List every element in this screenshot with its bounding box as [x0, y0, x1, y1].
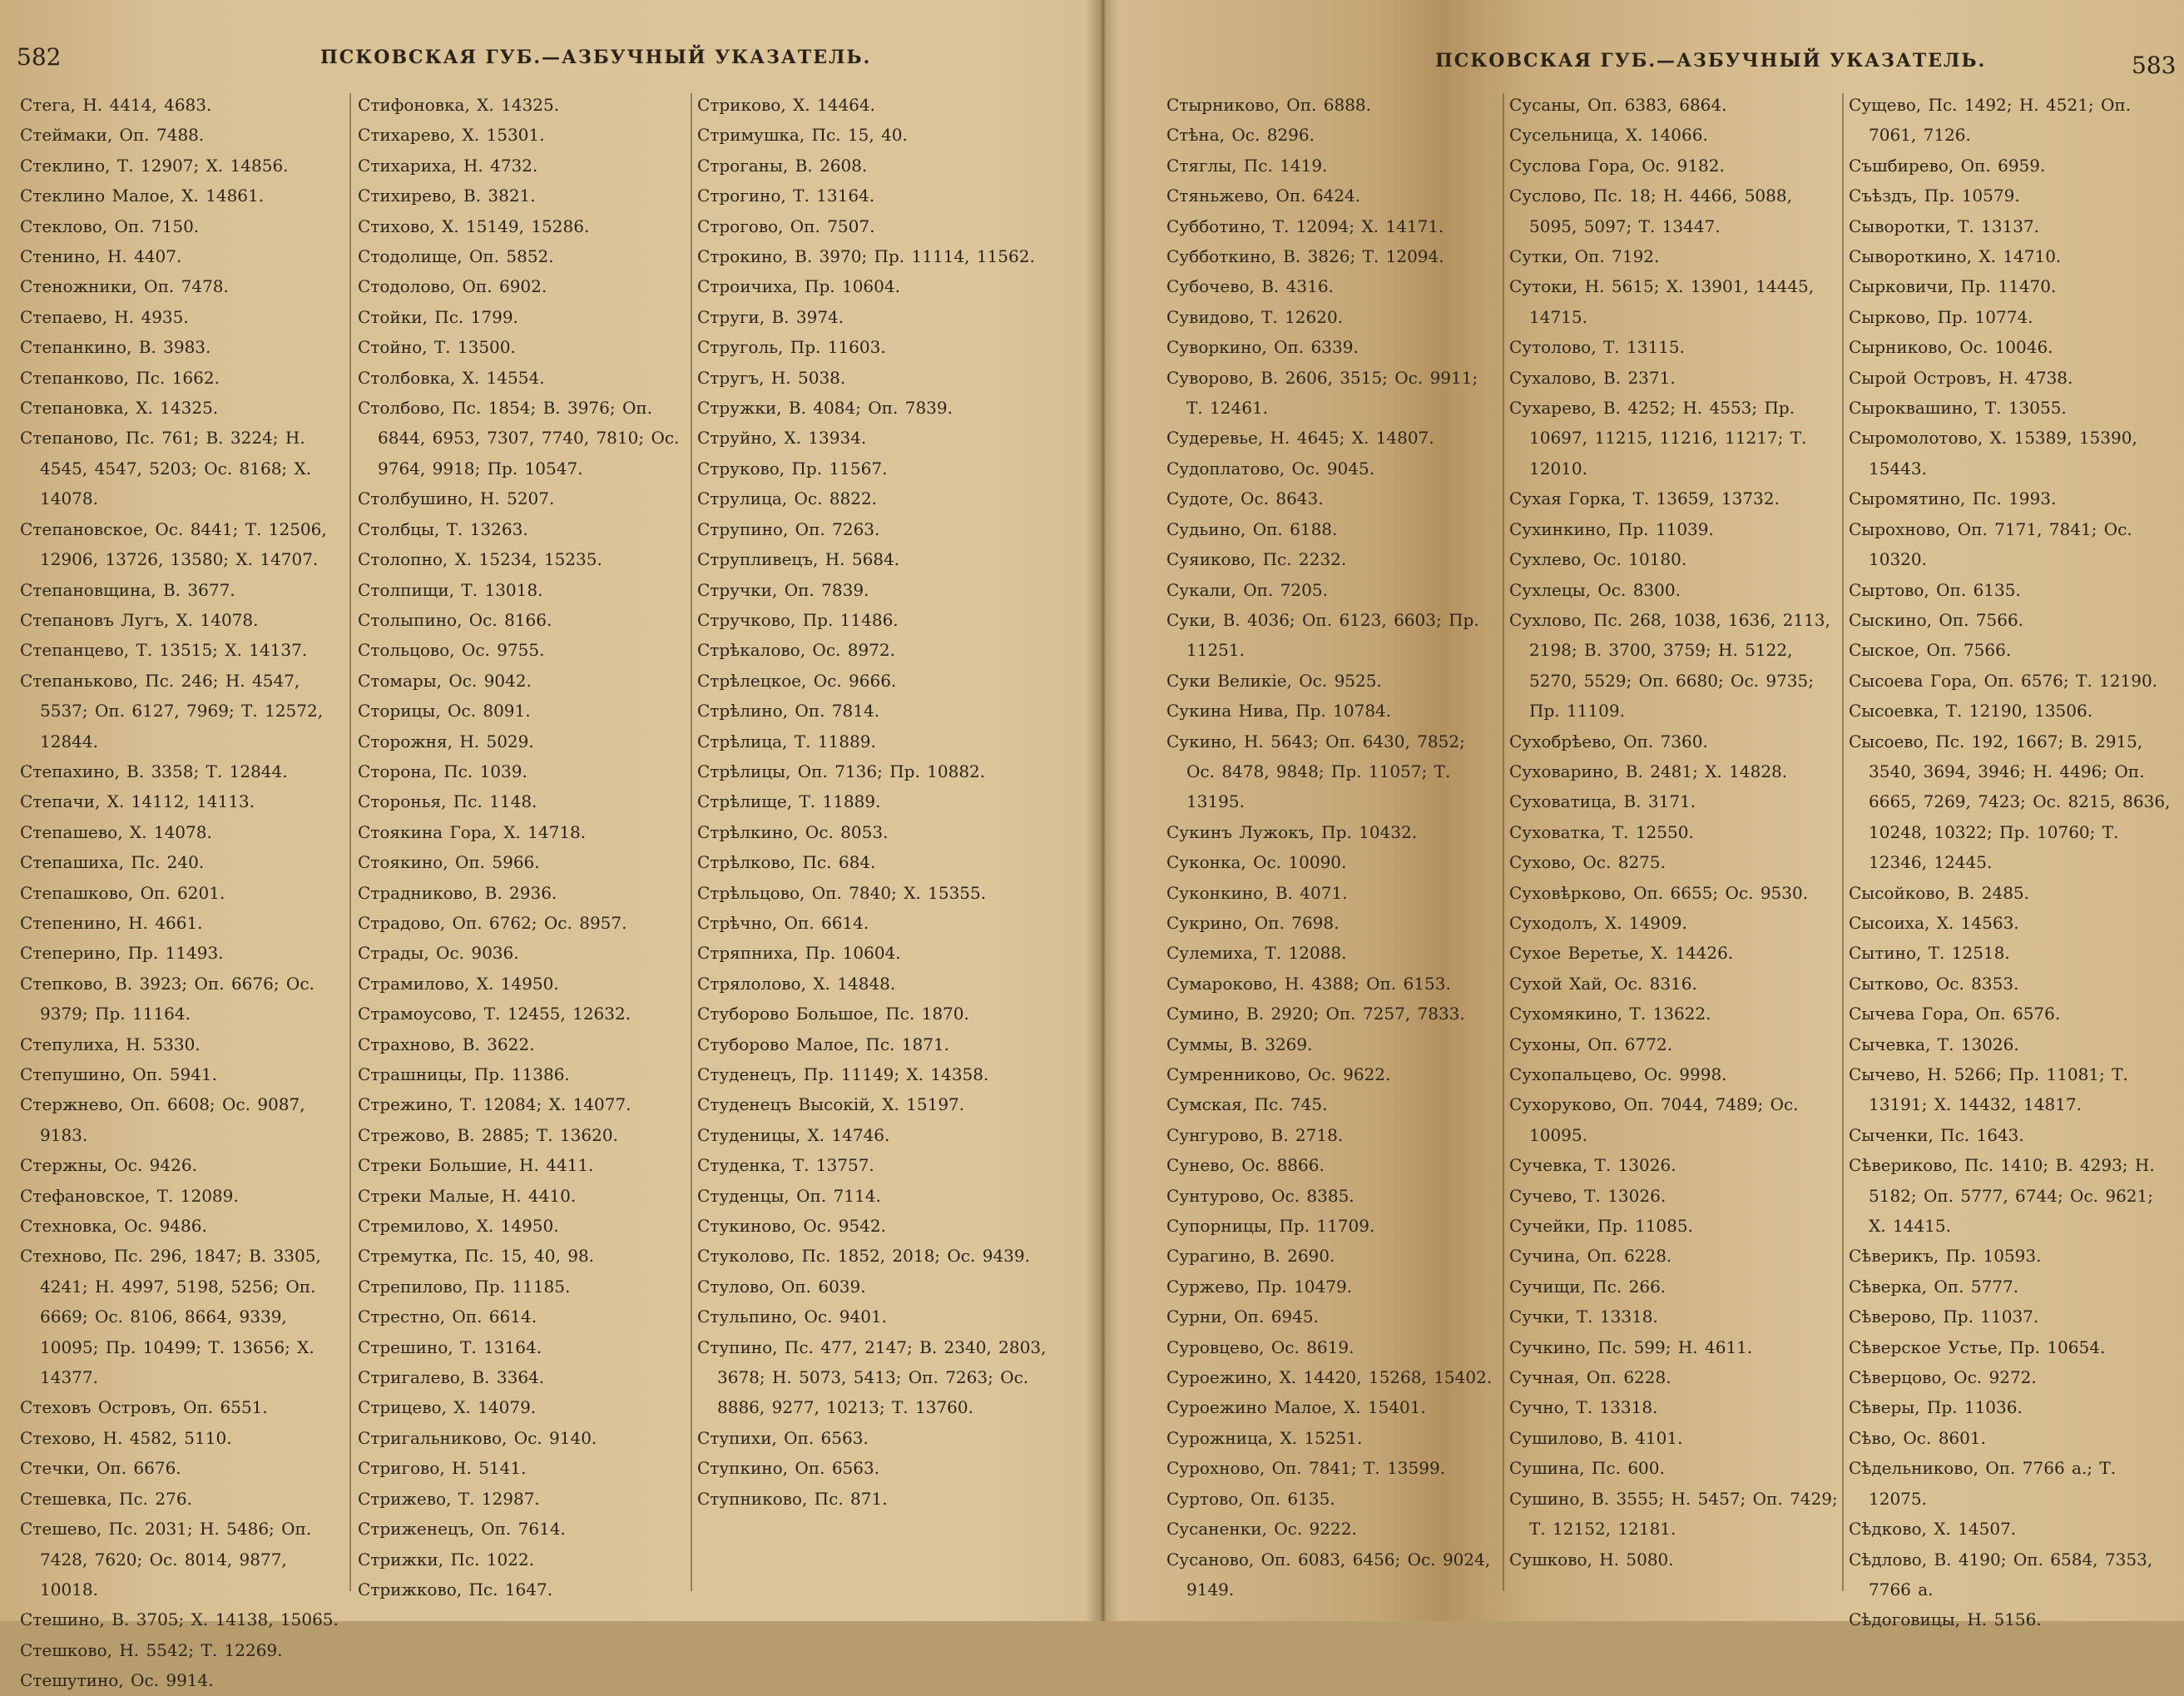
right-page [1107, 0, 2184, 1630]
index-entry: Стремутка, Пс. 15, 40, 98. [358, 1246, 595, 1267]
index-entry: Стодолово, Оп. 6902. [358, 276, 547, 297]
index-entry: Степашково, Оп. 6201. [20, 882, 225, 903]
index-entry: Стремилово, Х. 14950. [358, 1216, 559, 1237]
index-entry: Сушково, Н. 5080. [1509, 1549, 1674, 1570]
index-entry: Судеревье, Н. 4645; Х. 14807. [1166, 428, 1434, 449]
index-entry: Сутки, Оп. 7192. [1509, 246, 1660, 267]
index-entry: Съшбирево, Оп. 6959. [1849, 155, 2046, 176]
index-entry: Сѣверово, Пр. 11037. [1849, 1307, 2039, 1327]
index-entry: Сысоево, Пс. 192, 1667; В. 2915, 3540, 3694, 3946; Н. 4496; Оп. 6665, 7269, 7423; Ос. 8215, 8636, 10248, 10322; Пр. 10760; Т. 12346, 12445. [1849, 731, 2171, 873]
index-entry: Суровцево, Ос. 8619. [1166, 1336, 1354, 1357]
page-number: 582 [17, 43, 62, 71]
index-entry: Супорницы, Пр. 11709. [1166, 1216, 1375, 1237]
index-entry: Студеницы, Х. 14746. [697, 1124, 890, 1145]
index-entry: Стуколово, Пс. 1852, 2018; Ос. 9439. [697, 1246, 1030, 1267]
index-entry: Суки, В. 4036; Оп. 6123, 6603; Пр. 11251. [1166, 609, 1479, 661]
index-entry: Степахино, В. 3358; Т. 12844. [20, 761, 288, 781]
index-entry: Стифоновка, Х. 14325. [358, 95, 560, 115]
index-entry: Сунтурово, Ос. 8385. [1166, 1185, 1354, 1206]
index-entry: Стряпниха, Пр. 10604. [697, 943, 901, 964]
index-entry: Стружки, В. 4084; Оп. 7839. [697, 398, 953, 419]
index-entry: Суворкино, Оп. 6339. [1166, 337, 1359, 358]
index-entry: Сухопальцево, Ос. 9998. [1509, 1064, 1727, 1084]
index-entry: Сыртово, Оп. 6135. [1849, 579, 2021, 600]
index-entry: Стреки Большие, Н. 4411. [358, 1155, 594, 1176]
index-entry: Сучевка, Т. 13026. [1509, 1155, 1676, 1176]
column-rule [349, 93, 351, 1591]
index-entry: Сычевка, Т. 13026. [1849, 1034, 2019, 1054]
index-entry: Сывороткино, Х. 14710. [1849, 246, 2062, 267]
index-entry: Стрѣкалово, Ос. 8972. [697, 640, 895, 661]
index-entry: Суховарино, В. 2481; Х. 14828. [1509, 761, 1788, 781]
index-entry: Стольцово, Ос. 9755. [358, 640, 545, 661]
index-entry: Сѣверка, Оп. 5777. [1849, 1276, 2019, 1297]
index-entry: Степаево, Н. 4935. [20, 306, 189, 327]
index-entry: Сухоруково, Оп. 7044, 7489; Ос. 10095. [1509, 1094, 1799, 1145]
index-entry: Сысойково, В. 2485. [1849, 882, 2030, 903]
index-entry: Стрѣлецкое, Ос. 9666. [697, 670, 897, 691]
index-entry: Сучина, Оп. 6228. [1509, 1246, 1672, 1267]
index-entry: Суконка, Ос. 10090. [1166, 852, 1347, 873]
index-entry: Судоплатово, Ос. 9045. [1166, 458, 1375, 479]
index-entry: Стешево, Пс. 2031; Н. 5486; Оп. 7428, 7620; Ос. 8014, 9877, 10018. [20, 1519, 312, 1599]
index-entry: Строкино, В. 3970; Пр. 11114, 11562. [697, 246, 1035, 267]
index-entry: Стрѣлино, Оп. 7814. [697, 701, 880, 722]
column-rule [691, 93, 692, 1591]
index-entry: Струйно, Х. 13934. [697, 428, 867, 449]
index-entry: Суховатица, В. 3171. [1509, 791, 1696, 812]
index-entry: Сумино, В. 2920; Оп. 7257, 7833. [1166, 1004, 1465, 1024]
index-entry: Столбцы, Т. 13263. [358, 518, 528, 539]
index-entry: Сѣверы, Пр. 11036. [1849, 1397, 2023, 1418]
index-entry: Сысоева Гора, Оп. 6576; Т. 12190. [1849, 670, 2158, 691]
index-entry: Сыское, Оп. 7566. [1849, 640, 2012, 661]
index-entry: Сумренниково, Ос. 9622. [1166, 1064, 1391, 1084]
index-entry: Сумская, Пс. 745. [1166, 1094, 1328, 1115]
page-number: 583 [2132, 52, 2177, 79]
index-entry: Стручки, Оп. 7839. [697, 579, 869, 600]
index-entry: Стяглы, Пс. 1419. [1166, 155, 1328, 176]
right-page-header [1107, 43, 2184, 77]
index-entry: Стеклино, Т. 12907; Х. 14856. [20, 155, 289, 176]
index-entry: Стеножники, Оп. 7478. [20, 276, 229, 297]
index-entry: Стрѣлица, Т. 11889. [697, 731, 876, 751]
index-entry: Столбушино, Н. 5207. [358, 488, 555, 509]
index-entry: Сушина, Пс. 600. [1509, 1458, 1665, 1479]
index-entry: Сунгурово, В. 2718. [1166, 1124, 1344, 1145]
index-entry: Столыпино, Ос. 8166. [358, 609, 552, 630]
index-entry: Суконкино, В. 4071. [1166, 882, 1348, 903]
index-entry: Стрѣльцово, Оп. 7840; Х. 15355. [697, 882, 987, 903]
index-entry: Стригово, Н. 5141. [358, 1458, 527, 1479]
index-entry: Стручково, Пр. 11486. [697, 609, 899, 630]
index-entry: Сыромолотово, Х. 15389, 15390, 15443. [1849, 428, 2137, 479]
index-entry: Сѣверцово, Ос. 9272. [1849, 1367, 2037, 1388]
index-entry: Струги, В. 3974. [697, 306, 844, 327]
index-entry: Стержнево, Оп. 6608; Ос. 9087, 9183. [20, 1094, 305, 1145]
index-entry: Степановка, Х. 14325. [20, 398, 219, 419]
index-entry: Сытино, Т. 12518. [1849, 943, 2010, 964]
index-entry: Студенка, Т. 13757. [697, 1155, 874, 1176]
index-entry: Стяньжево, Оп. 6424. [1166, 186, 1361, 206]
index-entry: Суворово, В. 2606, 3515; Ос. 9911; Т. 12461. [1166, 367, 1478, 419]
index-entry: Сырой Островъ, Н. 4738. [1849, 367, 2073, 388]
index-entry: Стрестно, Оп. 6614. [358, 1307, 537, 1327]
index-entry: Сыромятино, Пс. 1993. [1849, 488, 2057, 509]
index-entry: Степаново, Пс. 761; В. 3224; Н. 4545, 4547, 5203; Ос. 8168; Х. 14078. [20, 428, 312, 509]
index-entry: Стрижки, Пс. 1022. [358, 1549, 535, 1570]
index-entry: Сурохново, Оп. 7841; Т. 13599. [1166, 1458, 1446, 1479]
index-entry: Стукиново, Ос. 9542. [697, 1216, 886, 1237]
index-entry: Сукинъ Лужокъ, Пр. 10432. [1166, 821, 1418, 842]
index-entry: Сушилово, В. 4101. [1509, 1427, 1683, 1448]
index-entry: Стомары, Ос. 9042. [358, 670, 532, 691]
index-entry: Субботкино, В. 3826; Т. 12094. [1166, 246, 1444, 267]
index-entry: Сукали, Оп. 7205. [1166, 579, 1328, 600]
index-entry: Сухобрѣево, Оп. 7360. [1509, 731, 1708, 751]
index-entry: Стриженецъ, Оп. 7614. [358, 1519, 566, 1540]
index-entry: Страмилово, Х. 14950. [358, 973, 559, 994]
index-entry: Сысоевка, Т. 12190, 13506. [1849, 701, 2093, 722]
index-entry: Стригалево, В. 3364. [358, 1367, 545, 1388]
index-entry: Стримушка, Пс. 15, 40. [697, 125, 908, 146]
index-entry: Сырковичи, Пр. 11470. [1849, 276, 2057, 297]
running-title: ПСКОВСКАЯ ГУБ.—АЗБУЧНЫЙ УКАЗАТЕЛЬ. [1435, 50, 1987, 72]
index-entry: Стешино, В. 3705; Х. 14138, 15065. [20, 1609, 339, 1630]
index-entry: Сучки, Т. 13318. [1509, 1307, 1658, 1327]
index-entry: Строичиха, Пр. 10604. [697, 276, 900, 297]
index-entry: Сурагино, В. 2690. [1166, 1246, 1335, 1267]
index-entry: Стульпино, Ос. 9401. [697, 1307, 888, 1327]
index-entry: Стрежово, В. 2885; Т. 13620. [358, 1124, 618, 1145]
index-entry: Сыроквашино, Т. 13055. [1849, 398, 2067, 419]
index-entry: Сутолово, Т. 13115. [1509, 337, 1685, 358]
index-entry: Сысоиха, Х. 14563. [1849, 912, 2019, 933]
index-entry: Столопно, Х. 15234, 15235. [358, 549, 602, 570]
index-entry: Страхново, В. 3622. [358, 1034, 535, 1054]
index-entry: Судоте, Ос. 8643. [1166, 488, 1324, 509]
index-entry: Сытково, Ос. 8353. [1849, 973, 2019, 994]
index-entry: Сухалово, В. 2371. [1509, 367, 1676, 388]
index-column [1509, 90, 1846, 1613]
index-entry: Сучищи, Пс. 266. [1509, 1276, 1666, 1297]
index-entry: Сучкино, Пс. 599; Н. 4611. [1509, 1336, 1753, 1357]
index-entry: Сусаны, Оп. 6383, 6864. [1509, 95, 1727, 115]
index-entry: Сунево, Ос. 8866. [1166, 1155, 1325, 1176]
index-entry: Сушино, В. 3555; Н. 5457; Оп. 7429; Т. 12152, 12181. [1509, 1488, 1838, 1540]
index-entry: Студенецъ Высокій, Х. 15197. [697, 1094, 965, 1115]
index-entry: Сухая Горка, Т. 13659, 13732. [1509, 488, 1780, 509]
index-entry: Стехновка, Ос. 9486. [20, 1216, 207, 1237]
index-entry: Сѣдково, Х. 14507. [1849, 1519, 2017, 1540]
index-entry: Степенино, Н. 4661. [20, 912, 203, 933]
index-entry: Студенецъ, Пр. 11149; Х. 14358. [697, 1064, 989, 1084]
index-entry: Суммы, В. 3269. [1166, 1034, 1313, 1054]
index-entry: Стешково, Н. 5542; Т. 12269. [20, 1639, 283, 1660]
index-entry: Сусаново, Оп. 6083, 6456; Ос. 9024, 9149. [1166, 1549, 1491, 1599]
index-entry: Струпливецъ, Н. 5684. [697, 549, 900, 570]
index-entry: Стихирево, В. 3821. [358, 186, 536, 206]
index-entry: Стенино, Н. 4407. [20, 246, 182, 267]
index-entry: Стехово, Н. 4582, 5110. [20, 1427, 232, 1448]
index-entry: Стрешино, Т. 13164. [358, 1336, 542, 1357]
index-entry: Стехново, Пс. 296, 1847; В. 3305, 4241; Н. 4997, 5198, 5256; Оп. 6669; Ос. 8106, 8664, 9339, 10095; Пр. 10499; Т. 13656; Х. 14377. [20, 1246, 321, 1388]
index-entry: Сухоны, Оп. 6772. [1509, 1034, 1673, 1054]
index-entry: Сухово, Ос. 8275. [1509, 852, 1666, 873]
index-entry: Струпино, Оп. 7263. [697, 518, 880, 539]
index-entry: Сыченки, Пс. 1643. [1849, 1124, 2024, 1145]
index-entry: Сыворотки, Т. 13137. [1849, 216, 2040, 236]
index-entry: Суки Великіе, Ос. 9525. [1166, 670, 1382, 691]
index-entry: Стеклово, Оп. 7150. [20, 216, 200, 236]
index-entry: Строганы, В. 2608. [697, 155, 868, 176]
index-entry: Сухомякино, Т. 13622. [1509, 1004, 1711, 1024]
index-entry: Стѣна, Ос. 8296. [1166, 125, 1315, 146]
index-entry: Суртово, Оп. 6135. [1166, 1488, 1335, 1509]
index-column [358, 90, 686, 1613]
index-entry: Столпищи, Т. 13018. [358, 579, 543, 600]
index-entry: Степановское, Ос. 8441; Т. 12506, 12906, 13726, 13580; Х. 14707. [20, 518, 327, 570]
index-entry: Сусельница, Х. 14066. [1509, 125, 1708, 146]
index-entry: Судьино, Оп. 6188. [1166, 518, 1338, 539]
index-entry: Стырниково, Оп. 6888. [1166, 95, 1372, 115]
index-entry: Стулово, Оп. 6039. [697, 1276, 866, 1297]
index-entry: Степерино, Пр. 11493. [20, 943, 224, 964]
index-entry: Сучейки, Пр. 11085. [1509, 1216, 1693, 1237]
index-entry: Стоякина Гора, Х. 14718. [358, 821, 587, 842]
index-entry: Сучная, Оп. 6228. [1509, 1367, 1671, 1388]
index-entry: Стругъ, Н. 5038. [697, 367, 846, 388]
index-entry: Стрижково, Пс. 1647. [358, 1579, 553, 1599]
index-entry: Стойки, Пс. 1799. [358, 306, 518, 327]
index-entry: Суроежино Малое, Х. 15401. [1166, 1397, 1426, 1418]
index-entry: Сѣво, Ос. 8601. [1849, 1427, 1986, 1448]
index-entry: Струлица, Ос. 8822. [697, 488, 878, 509]
index-entry: Струголь, Пр. 11603. [697, 337, 886, 358]
index-column [697, 90, 1051, 1613]
index-column [20, 90, 346, 1691]
index-entry: Стихариха, Н. 4732. [358, 155, 538, 176]
index-entry: Субботино, Т. 12094; Х. 14171. [1166, 216, 1444, 236]
index-entry: Сѣдоговицы, Н. 5156. [1849, 1609, 2042, 1630]
running-title: ПСКОВСКАЯ ГУБ.—АЗБУЧНЫЙ УКАЗАТЕЛЬ. [320, 47, 872, 68]
index-entry: Сухинкино, Пр. 11039. [1509, 518, 1714, 539]
index-entry: Сычево, Н. 5266; Пр. 11081; Т. 13191; Х. 14432, 14817. [1849, 1064, 2128, 1115]
index-entry: Стригальниково, Ос. 9140. [358, 1427, 597, 1448]
index-entry: Ступкино, Оп. 6563. [697, 1458, 880, 1479]
index-entry: Сѣверское Устье, Пр. 10654. [1849, 1336, 2106, 1357]
index-entry: Сѣвериково, Пс. 1410; В. 4293; Н. 5182; Оп. 5777, 6744; Ос. 9621; Х. 14415. [1849, 1155, 2155, 1237]
index-entry: Стрѣчно, Оп. 6614. [697, 912, 869, 933]
index-entry: Сукрино, Оп. 7698. [1166, 912, 1340, 933]
index-entry: Страды, Ос. 9036. [358, 943, 519, 964]
index-entry: Сухой Хай, Ос. 8316. [1509, 973, 1697, 994]
index-entry: Стреки Малые, Н. 4410. [358, 1185, 577, 1206]
index-entry: Съѣздъ, Пр. 10579. [1849, 186, 2020, 206]
index-entry: Суроежино, Х. 14420, 15268, 15402. [1166, 1367, 1493, 1388]
index-entry: Сѣверикъ, Пр. 10593. [1849, 1246, 2042, 1267]
index-entry: Сущево, Пс. 1492; Н. 4521; Оп. 7061, 7126. [1849, 95, 2132, 146]
index-entry: Ступниково, Пс. 871. [697, 1488, 888, 1509]
index-entry: Ступихи, Оп. 6563. [697, 1427, 869, 1448]
index-entry: Стрѣлицы, Оп. 7136; Пр. 10882. [697, 761, 986, 781]
index-entry: Страмоусово, Т. 12455, 12632. [358, 1004, 631, 1024]
index-entry: Сутоки, Н. 5615; Х. 13901, 14445, 14715. [1509, 276, 1815, 327]
index-entry: Степачи, Х. 14112, 14113. [20, 791, 255, 812]
index-entry: Стуборово Большое, Пс. 1870. [697, 1004, 969, 1024]
index-entry: Стешутино, Ос. 9914. [20, 1670, 214, 1691]
index-entry: Сухлево, Ос. 10180. [1509, 549, 1687, 570]
index-entry: Сѣдлово, В. 4190; Оп. 6584, 7353, 7766 а. [1849, 1549, 2153, 1599]
index-entry: Сыскино, Оп. 7566. [1849, 609, 2024, 630]
index-entry: Стихарево, Х. 15301. [358, 125, 545, 146]
index-entry: Степанцево, Т. 13515; Х. 14137. [20, 640, 308, 661]
index-entry: Студенцы, Оп. 7114. [697, 1185, 881, 1206]
index-entry: Степулиха, Н. 5330. [20, 1034, 201, 1054]
index-entry: Стоякино, Оп. 5966. [358, 852, 540, 873]
index-entry: Сырниково, Ос. 10046. [1849, 337, 2053, 358]
index-entry: Суходолъ, Х. 14909. [1509, 912, 1687, 933]
index-entry: Ступино, Пс. 477, 2147; В. 2340, 2803, 3678; Н. 5073, 5413; Оп. 7263; Ос. 8886, 9277, 10213; Т. 13760. [697, 1336, 1047, 1418]
index-entry: Сулемиха, Т. 12088. [1166, 943, 1347, 964]
index-entry: Сурожница, Х. 15251. [1166, 1427, 1363, 1448]
index-entry: Сучно, Т. 13318. [1509, 1397, 1658, 1418]
index-entry: Сукино, Н. 5643; Оп. 6430, 7852; Ос. 8478, 9848; Пр. 11057; Т. 13195. [1166, 731, 1465, 812]
index-entry: Строгино, Т. 13164. [697, 186, 875, 206]
index-entry: Струково, Пр. 11567. [697, 458, 888, 479]
index-entry: Стеховъ Островъ, Оп. 6551. [20, 1397, 268, 1418]
index-entry: Стешевка, Пс. 276. [20, 1488, 192, 1509]
index-entry: Сусаненки, Ос. 9222. [1166, 1519, 1357, 1540]
left-page-header [0, 43, 1098, 77]
index-entry: Сумароково, Н. 4388; Оп. 6153. [1166, 973, 1451, 994]
index-entry: Стрепилово, Пр. 11185. [358, 1276, 571, 1297]
index-entry: Степановъ Лугъ, Х. 14078. [20, 609, 259, 630]
index-entry: Стефановское, Т. 12089. [20, 1185, 239, 1206]
index-entry: Стрежино, Т. 12084; Х. 14077. [358, 1094, 631, 1115]
index-entry: Степанкино, В. 3983. [20, 337, 211, 358]
index-entry: Стрѣлище, Т. 11889. [697, 791, 881, 812]
index-entry: Стечки, Оп. 6676. [20, 1458, 181, 1479]
index-entry: Сухарево, В. 4252; Н. 4553; Пр. 10697, 11215, 11216, 11217; Т. 12010. [1509, 398, 1807, 479]
index-entry: Стрицево, Х. 14079. [358, 1397, 537, 1418]
index-entry: Сухое Веретье, Х. 14426. [1509, 943, 1734, 964]
index-entry: Стержны, Ос. 9426. [20, 1155, 197, 1176]
index-entry: Строгово, Оп. 7507. [697, 216, 875, 236]
index-entry: Стрѣлкино, Ос. 8053. [697, 821, 889, 842]
index-entry: Стрижево, Т. 12987. [358, 1488, 540, 1509]
index-entry: Сырохново, Оп. 7171, 7841; Ос. 10320. [1849, 518, 2132, 570]
index-entry: Сторона, Пс. 1039. [358, 761, 527, 781]
index-entry: Стеймаки, Оп. 7488. [20, 125, 205, 146]
index-entry: Страдово, Оп. 6762; Ос. 8957. [358, 912, 627, 933]
index-entry: Сухлецы, Ос. 8300. [1509, 579, 1681, 600]
index-entry: Стеклино Малое, Х. 14861. [20, 186, 265, 206]
index-entry: Сучево, Т. 13026. [1509, 1185, 1666, 1206]
index-entry: Стрялолово, Х. 14848. [697, 973, 896, 994]
index-entry: Суховѣрково, Оп. 6655; Ос. 9530. [1509, 882, 1809, 903]
index-entry: Степаньково, Пс. 246; Н. 4547, 5537; Оп. 6127, 7969; Т. 12572, 12844. [20, 670, 324, 751]
index-entry: Сукина Нива, Пр. 10784. [1166, 701, 1392, 722]
index-entry: Сурни, Оп. 6945. [1166, 1307, 1319, 1327]
index-entry: Столбово, Пс. 1854; В. 3976; Оп. 6844, 6953, 7307, 7740, 7810; Ос. 9764, 9918; Пр. 10547. [358, 398, 680, 479]
index-entry: Стойно, Т. 13500. [358, 337, 516, 358]
index-column [1166, 90, 1499, 1613]
index-entry: Страдниково, В. 2936. [358, 882, 557, 903]
column-rule [1503, 93, 1504, 1591]
index-entry: Степушино, Оп. 5941. [20, 1064, 218, 1084]
index-entry: Суржево, Пр. 10479. [1166, 1276, 1353, 1297]
index-entry: Столбовка, Х. 14554. [358, 367, 545, 388]
index-entry: Стихово, Х. 15149, 15286. [358, 216, 590, 236]
index-entry: Суяиково, Пс. 2232. [1166, 549, 1347, 570]
index-entry: Сторонья, Пс. 1148. [358, 791, 537, 812]
index-entry: Сторожня, Н. 5029. [358, 731, 534, 751]
index-entry: Сторицы, Ос. 8091. [358, 701, 531, 722]
index-entry: Суслова Гора, Ос. 9182. [1509, 155, 1725, 176]
index-entry: Сувидово, Т. 12620. [1166, 306, 1344, 327]
index-column [1849, 90, 2173, 1630]
index-entry: Стриково, Х. 14464. [697, 95, 875, 115]
index-entry: Субочево, В. 4316. [1166, 276, 1334, 297]
index-entry: Степашево, Х. 14078. [20, 821, 212, 842]
index-entry: Сырково, Пр. 10774. [1849, 306, 2033, 327]
index-entry: Сычева Гора, Оп. 6576. [1849, 1004, 2061, 1024]
index-entry: Стега, Н. 4414, 4683. [20, 95, 212, 115]
index-entry: Суслово, Пс. 18; Н. 4466, 5088, 5095, 5097; Т. 13447. [1509, 186, 1792, 236]
index-entry: Страшницы, Пр. 11386. [358, 1064, 570, 1084]
index-entry: Степановщина, В. 3677. [20, 579, 235, 600]
index-entry: Сухлово, Пс. 268, 1038, 1636, 2113, 2198; В. 3700, 3759; Н. 5122, 5270, 5529; Оп. 6680; Ос. 9735; Пр. 11109. [1509, 609, 1830, 722]
index-entry: Сѣдельниково, Оп. 7766 а.; Т. 12075. [1849, 1458, 2117, 1509]
index-entry: Стуборово Малое, Пс. 1871. [697, 1034, 950, 1054]
index-entry: Стодолище, Оп. 5852. [358, 246, 554, 267]
index-entry: Суховатка, Т. 12550. [1509, 821, 1694, 842]
index-entry: Степанково, Пс. 1662. [20, 367, 220, 388]
column-rule [1842, 93, 1844, 1591]
index-entry: Степашиха, Пс. 240. [20, 852, 205, 873]
index-entry: Степково, В. 3923; Оп. 6676; Ос. 9379; Пр. 11164. [20, 973, 314, 1024]
index-entry: Стрѣлково, Пс. 684. [697, 852, 876, 873]
